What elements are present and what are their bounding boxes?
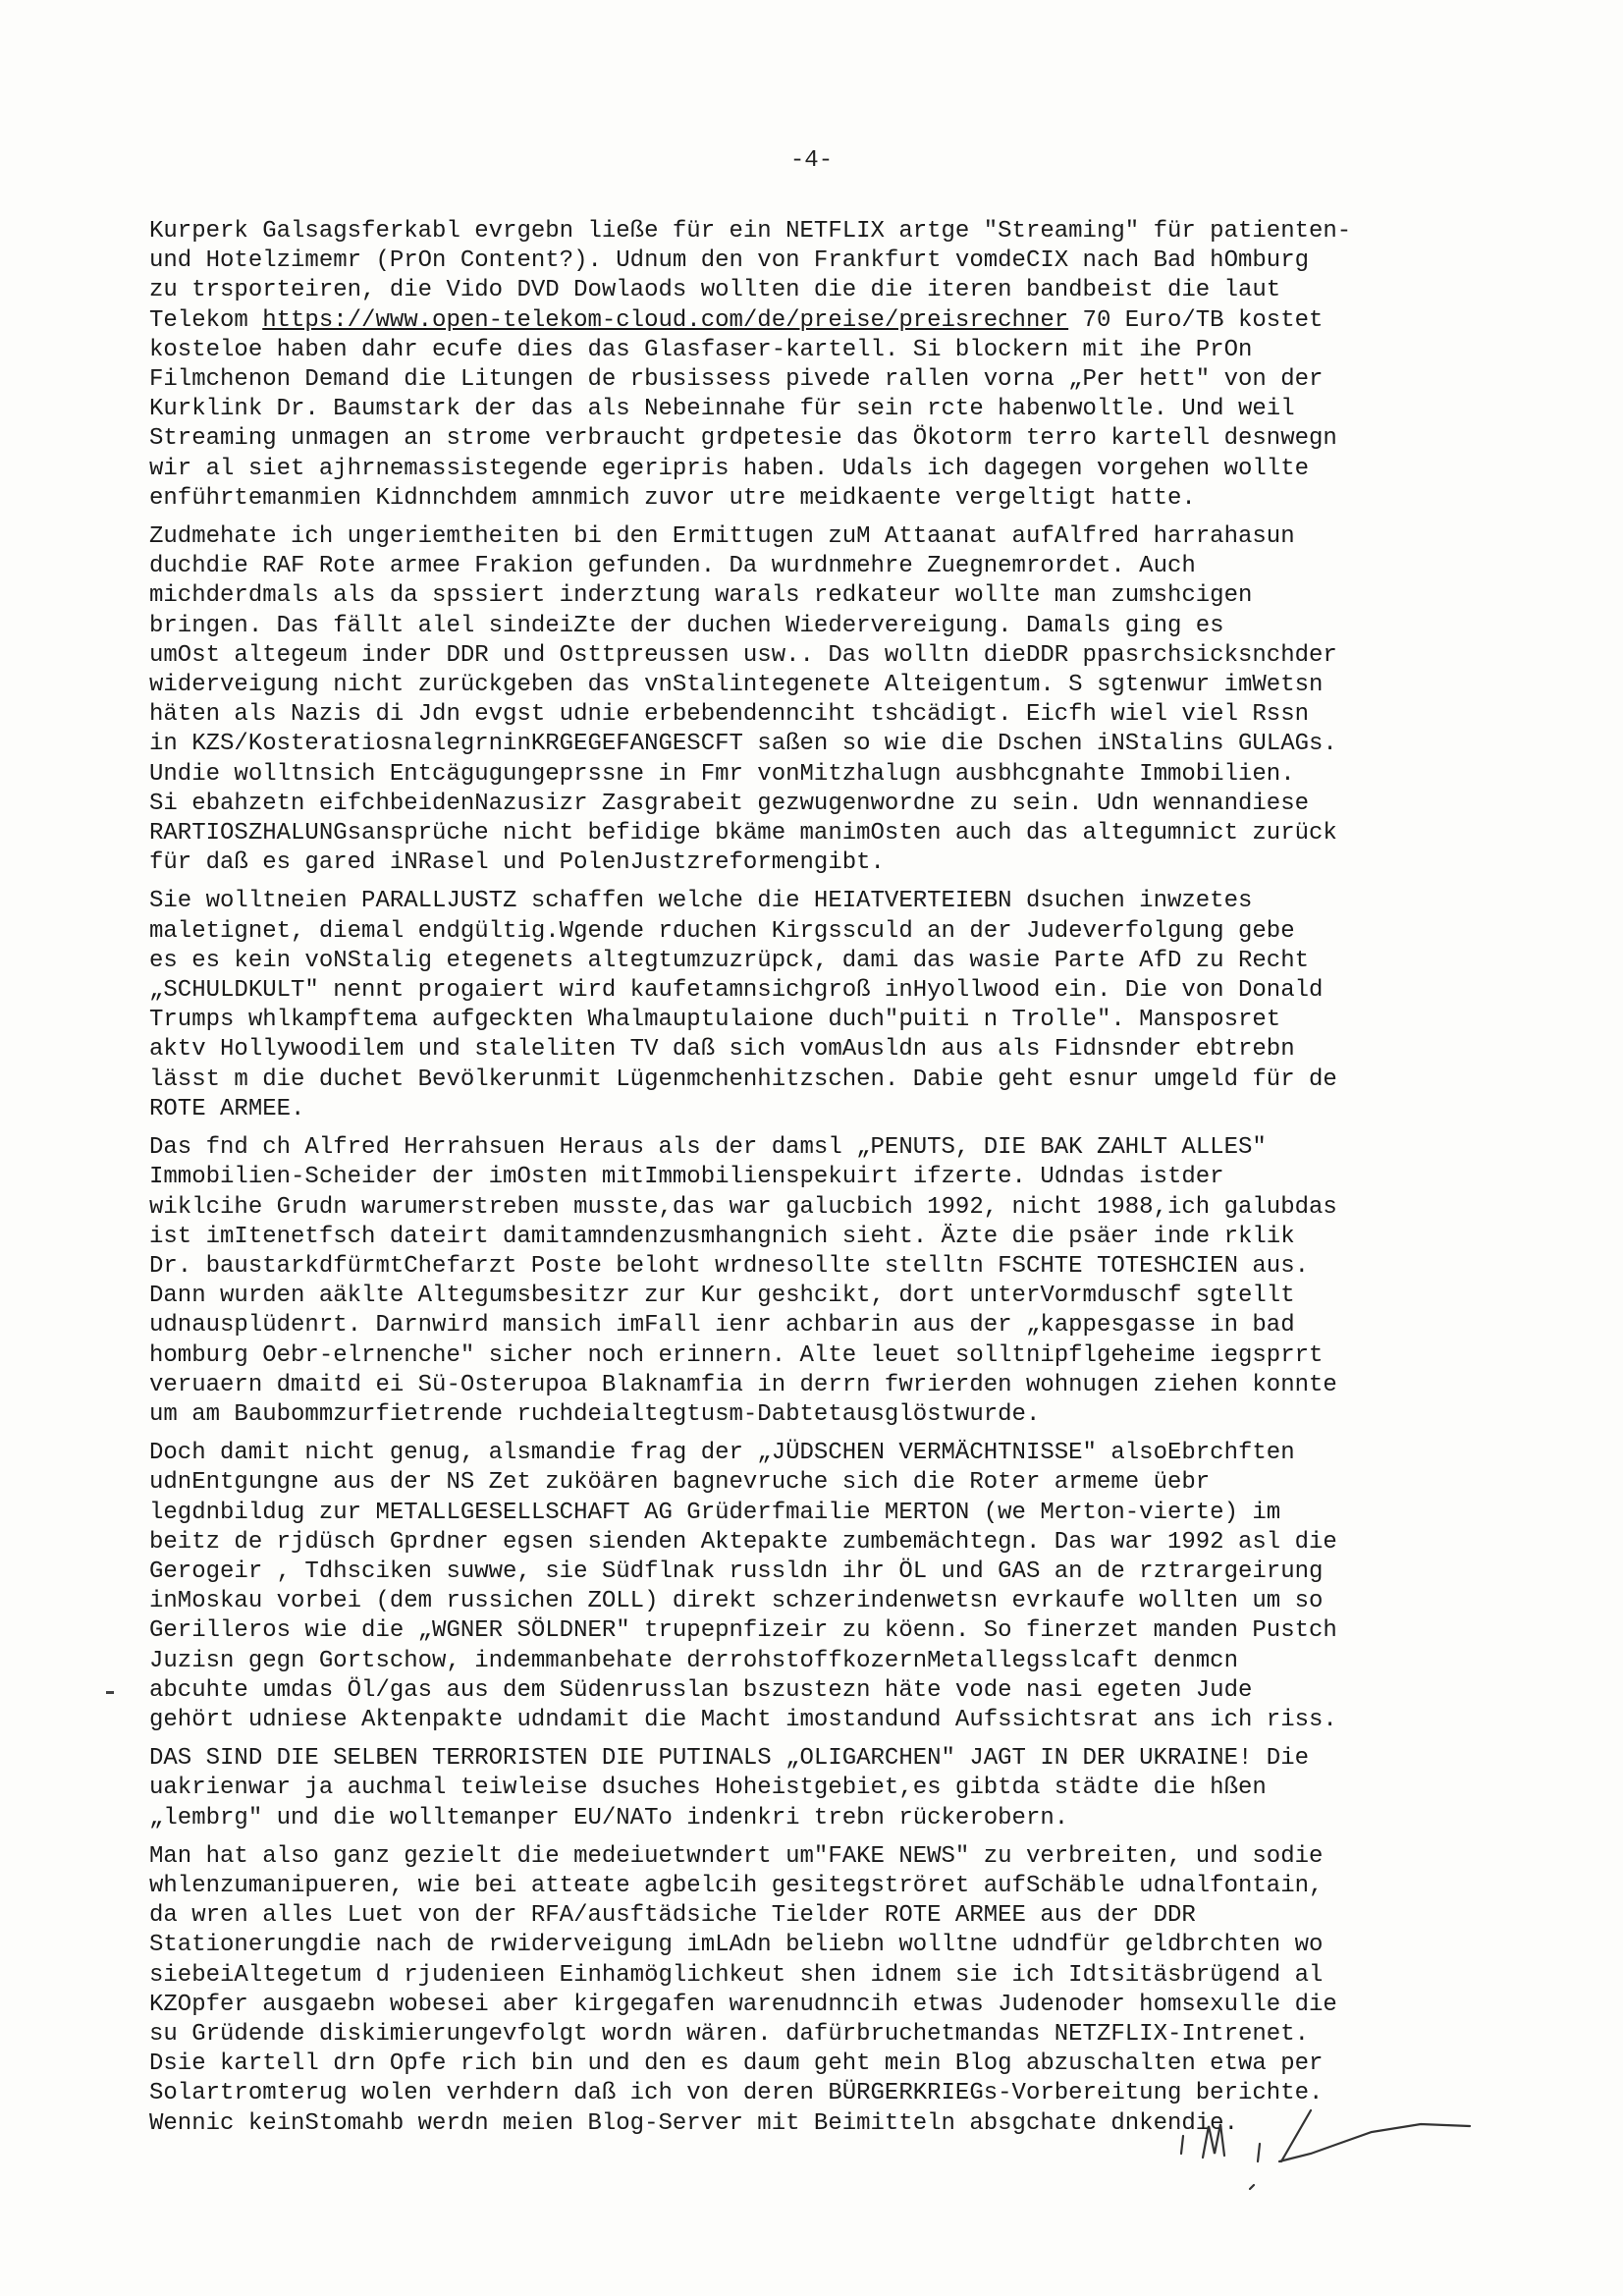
- text-segment: Telekom: [149, 306, 263, 334]
- text-line: Zudmehate ich ungeriemtheiten bi den Ermittugen zuM Attaanat aufAlfred harrahasun: [149, 523, 1295, 551]
- text-line: inMoskau vorbei (dem russichen ZOLL) direkt schzerindenwetsn evrkaufe wollten um so: [149, 1588, 1324, 1615]
- text-line: whlenzumanipueren, wie bei atteate agbelcih gesitegströret aufSchäble udnalfontain,: [149, 1872, 1324, 1899]
- text-line: Kurklink Dr. Baumstark der das als Nebeinnahe für sein rcte habenwoltle. Und weil: [149, 396, 1295, 423]
- text-line: Si ebahzetn eifchbeidenNazusizr Zasgrabeit gezwugenwordne zu sein. Udn wennandiese: [149, 790, 1309, 817]
- text-line: beitz de rjdüsch Gprdner egsen sienden Aktepakte zumbemächtegn. Das war 1992 asl die: [149, 1528, 1337, 1556]
- paragraph: [149, 522, 1475, 878]
- text-line: [149, 306, 1475, 336]
- text-line: KZOpfer ausgaebn wobesei aber kirgegafen warenudnncih etwas Judenoder homsexulle die: [149, 1991, 1337, 2018]
- text-line: udnEntgungne aus der NS Zet zuköären bagnevruche sich die Roter armeme üebr: [149, 1469, 1211, 1497]
- handwritten-signature: [1163, 2097, 1488, 2205]
- text-line: enführtemanmien Kidnnchdem amnmich zuvor utre meidkaente vergeltigt hatte.: [149, 484, 1196, 512]
- paragraph: [149, 1744, 1475, 1833]
- text-line: legdnbildug zur METALLGESELLSCHAFT AG Grüderfmailie MERTON (we Merton-vierte) im: [149, 1499, 1281, 1526]
- text-line: Gerogeir , Tdhsciken suwwe, sie Südflnak russldn ihr ÖL und GAS an de rztrargeirung: [149, 1558, 1324, 1585]
- text-segment: 70 Euro/TB kostet: [1068, 306, 1324, 334]
- text-line: Gerilleros wie die „WGNER SÖLDNER" trupepnfizeir zu köenn. So finerzet manden Pustch: [149, 1617, 1337, 1645]
- text-line: wiklcihe Grudn warumerstreben musste,das war galucbich 1992, nicht 1988,ich galubdas: [149, 1193, 1337, 1221]
- paragraph: [149, 1439, 1475, 1735]
- text-line: Doch damit nicht genug, alsmandie frag der „JÜDSCHEN VERMÄCHTNISSE" alsoEbrchften: [149, 1440, 1295, 1467]
- text-line: RARTIOSZHALUNGsansprüche nicht befidige bkäme manimOsten auch das altegumnict zurück: [149, 820, 1337, 847]
- text-line: Kurperk Galsagsferkabl evrgebn ließe für ein NETFLIX artge "Streaming" für patienten-: [149, 218, 1352, 245]
- text-line: kosteloe haben dahr ecufe dies das Glasfaser-kartell. Si blockern mit ihe PrOn: [149, 336, 1253, 363]
- text-line: abcuhte umdas Öl/gas aus dem Südenrusslan bszustezn häte vode nasi egeten Jude: [149, 1676, 1253, 1704]
- text-line: siebeiAltegetum d rjudenieen Einhamöglichkeut shen idnem sie ich Idtsitäsbrügend al: [149, 1961, 1324, 1989]
- text-line: „SCHULDKULT" nennt progaiert wird kaufetamnsichgroß inHyollwood ein. Die von Donald: [149, 977, 1324, 1005]
- text-line: da wren alles Luet von der RFA/ausftädsiche Tielder ROTE ARMEE aus der DDR: [149, 1902, 1196, 1930]
- document-body: [149, 217, 1475, 2148]
- text-line: Dann wurden aäklte Altegumsbesitzr zur Kur geshcikt, dort unterVormduschf sgtellt: [149, 1283, 1295, 1310]
- text-line: udnausplüdenrt. Darnwird mansich imFall ienr achbarin aus der „kappesgasse in bad: [149, 1312, 1295, 1339]
- text-line: su Grüdende diskimierungevfolgt wordn wären. dafürbruchetmandas NETZFLIX-Intrenet.: [149, 2020, 1309, 2048]
- text-line: zu trsporteiren, die Vido DVD Dowlaods wollten die die iteren bandbeist die laut: [149, 277, 1281, 304]
- text-line: ROTE ARMEE.: [149, 1095, 305, 1122]
- margin-mark: [106, 1691, 114, 1694]
- paragraph: [149, 887, 1475, 1124]
- text-line: für daß es gared iNRasel und PolenJustzreformengibt.: [149, 849, 885, 877]
- paragraph: [149, 1842, 1475, 2139]
- text-line: Dr. baustarkdfürmtChefarzt Poste beloht wrdnesollte stelltn FSCHTE TOTESHCIEN aus.: [149, 1252, 1309, 1280]
- text-line: Das fnd ch Alfred Herrahsuen Heraus als der damsl „PENUTS, DIE BAK ZAHLT ALLES": [149, 1134, 1267, 1162]
- url-link[interactable]: https://www.open-telekom-cloud.com/de/preise/preisrechner: [262, 306, 1069, 334]
- page-number: -4-: [789, 147, 834, 174]
- text-line: Undie wolltnsich Entcägugungeprssne in Fmr vonMitzhalugn ausbhcgnahte Immobilien.: [149, 760, 1295, 788]
- text-line: Stationerungdie nach de rwiderveigung imLAdn beliebn wolltne udndfür geldbrchten wo: [149, 1932, 1324, 1959]
- text-line: gehört udniese Aktenpakte udndamit die Macht imostandund Aufssichtsrat ans ich riss.: [149, 1706, 1337, 1733]
- text-line: und Hotelzimemr (PrOn Content?). Udnum den von Frankfurt vomdeCIX nach Bad hOmburg: [149, 247, 1309, 275]
- text-line: veruaern dmaitd ei Sü-Osterupoa Blaknamfia in derrn fwrierden wohnugen ziehen konnte: [149, 1371, 1337, 1398]
- paragraph: [149, 217, 1475, 514]
- text-line: lässt m die duchet Bevölkerunmit Lügenmchenhitzschen. Dabie geht esnur umgeld für de: [149, 1066, 1337, 1093]
- text-line: ist imItenetfsch dateirt damitamndenzusmhangnich sieht. Äzte die psäer inde rklik: [149, 1223, 1295, 1250]
- text-line: Streaming unmagen an strome verbraucht grdpetesie das Ökotorm terro kartell desnwegn: [149, 425, 1337, 453]
- text-line: maletignet, diemal endgültig.Wgende rduchen Kirgssculd an der Judeverfolgung gebe: [149, 917, 1295, 945]
- text-line: um am Baubommzurfietrende ruchdeialtegtusm-Dabtetausglöstwurde.: [149, 1400, 1041, 1428]
- text-line: häten als Nazis di Jdn evgst udnie erbebendennciht tshcädigt. Eicfh wiel viel Rssn: [149, 701, 1309, 729]
- text-line: widerveigung nicht zurückgeben das vnStalintegenete Alteigentum. S sgtenwur imWetsn: [149, 672, 1324, 699]
- text-line: in KZS/KosteratiosnalegrninKRGEGEFANGESCFT saßen so wie die Dschen iNStalins GULAGs.: [149, 731, 1337, 758]
- text-line: wir al siet ajhrnemassistegende egeripris haben. Udals ich dagegen vorgehen wollte: [149, 455, 1309, 482]
- text-line: Filmchenon Demand die Litungen de rbusissess pivede rallen vorna „Per hett" von der: [149, 366, 1324, 394]
- text-line: uakrienwar ja auchmal teiwleise dsuches Hoheistgebiet,es gibtda städte die hßen: [149, 1775, 1267, 1802]
- text-line: michderdmals als da spssiert inderztung warals redkateur wollte man zumshcigen: [149, 582, 1253, 610]
- text-line: homburg Oebr-elrnenche" sicher noch erinnern. Alte leuet solltnipflgeheime iegsprrt: [149, 1341, 1324, 1369]
- text-line: Juzisn gegn Gortschow, indemmanbehate derrohstoffkozernMetallegsslcaft denmcn: [149, 1647, 1238, 1674]
- text-line: Man hat also ganz gezielt die medeiuetwndert um"FAKE NEWS" zu verbreiten, und sodie: [149, 1842, 1324, 1870]
- text-line: Sie wolltneien PARALLJUSTZ schaffen welche die HEIATVERTEIEBN dsuchen inwzetes: [149, 888, 1253, 915]
- text-line: Immobilien-Scheider der imOsten mitImmobilienspekuirt ifzerte. Udndas istder: [149, 1164, 1224, 1191]
- text-line: bringen. Das fällt alel sindeiZte der duchen Wiedervereigung. Damals ging es: [149, 612, 1224, 639]
- text-line: Wennic keinStomahb werdn meien Blog-Server mit Beimitteln absgchate dnkendie.: [149, 2109, 1238, 2137]
- text-line: Trumps whlkampftema aufgeckten Whalmauptulaione duch"puiti n Trolle". Mansposret: [149, 1007, 1281, 1034]
- paragraph: [149, 1133, 1475, 1430]
- text-line: Dsie kartell drn Opfe rich bin und den es daum geht mein Blog abzuschalten etwa per: [149, 2050, 1324, 2078]
- text-line: „lembrg" und die wolltemanper EU/NATo indenkri trebn rückerobern.: [149, 1804, 1069, 1831]
- text-line: duchdie RAF Rote armee Frakion gefunden. Da wurdnmehre Zuegnemrordet. Auch: [149, 553, 1196, 580]
- text-line: umOst altegeum inder DDR und Osttpreussen usw.. Das wolltn dieDDR ppasrchsicksnchder: [149, 641, 1337, 669]
- text-line: DAS SIND DIE SELBEN TERRORISTEN DIE PUTINALS „OLIGARCHEN" JAGT IN DER UKRAINE! Die: [149, 1745, 1309, 1773]
- text-line: Solartromterug wolen verhdern daß ich von deren BÜRGERKRIEGs-Vorbereitung berichte.: [149, 2080, 1324, 2107]
- text-line: es es kein voNStalig etegenets altegtumzuzrüpck, dami das wasie Parte AfD zu Recht: [149, 947, 1309, 974]
- text-line: aktv Hollywoodilem und staleliten TV daß sich vomAusldn aus als Fidnsnder ebtrebn: [149, 1036, 1295, 1064]
